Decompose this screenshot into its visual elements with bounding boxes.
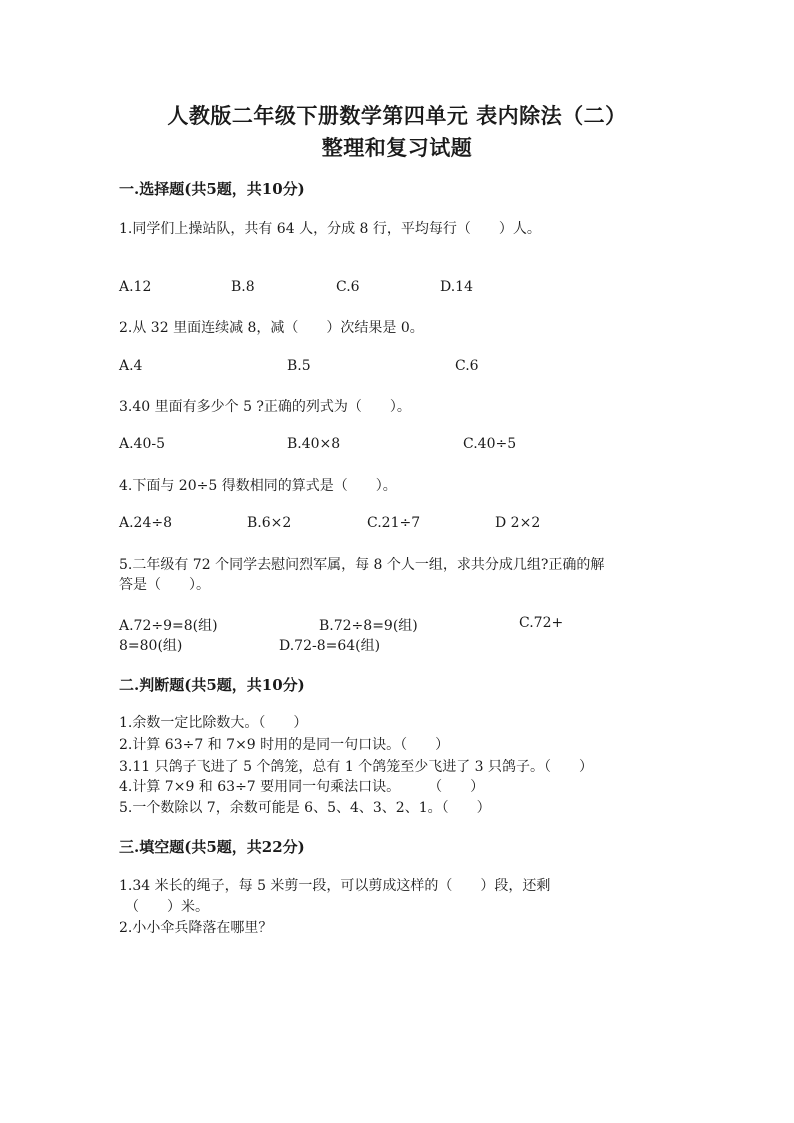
q3-option-a: A.40-5: [119, 436, 166, 452]
q4-option-c: C.21÷7: [367, 515, 421, 531]
fill-question-1-line2: （ ）米。: [125, 899, 209, 915]
q1-option-c: C.6: [336, 279, 360, 295]
question-5-text-line2: 答是（ ）。: [119, 577, 210, 593]
page-title-line2: 整理和复习试题: [321, 135, 473, 160]
question-3-text: 3.40 里面有多少个 5 ?正确的列式为（ ）。: [119, 399, 411, 415]
judgement-item-3: 3.11 只鸽子飞进了 5 个鸽笼，总有 1 个鸽笼至少飞进了 3 只鸽子。（ ）: [119, 759, 594, 775]
q1-option-d: D.14: [440, 279, 473, 295]
q5-option-d: D.72-8=64(组): [279, 638, 381, 654]
question-1-text: 1.同学们上操站队，共有 64 人，分成 8 行，平均每行（ ）人。: [119, 221, 541, 237]
q4-option-b: B.6×2: [247, 515, 292, 531]
q5-option-c-continued: 8=80(组): [119, 638, 183, 654]
q4-option-a: A.24÷8: [119, 515, 173, 531]
fill-question-1-line1: 1.34 米长的绳子，每 5 米剪一段，可以剪成这样的（ ）段，还剩: [119, 878, 551, 894]
fill-question-2: 2.小小伞兵降落在哪里？: [119, 920, 273, 936]
judgement-item-2: 2.计算 63÷7 和 7×9 时用的是同一句口诀。（ ）: [119, 737, 450, 753]
judgement-item-5: 5.一个数除以 7，余数可能是 6、5、4、3、2、1。（ ）: [119, 800, 491, 816]
q4-option-d: D 2×2: [495, 515, 541, 531]
q1-option-a: A.12: [119, 279, 152, 295]
section-heading-judgement: 二.判断题(共5题，共10分): [119, 676, 305, 694]
q1-option-b: B.8: [231, 279, 255, 295]
q2-option-b: B.5: [287, 358, 311, 374]
question-2-text: 2.从 32 里面连续减 8，减（ ）次结果是 0。: [119, 320, 424, 336]
q5-option-c: C.72+: [519, 615, 564, 631]
q3-option-b: B.40×8: [287, 436, 341, 452]
judgement-item-1: 1.余数一定比除数大。（ ）: [119, 715, 308, 731]
q5-option-a: A.72÷9=8(组): [119, 618, 218, 634]
q3-option-c: C.40÷5: [463, 436, 517, 452]
page-title-line1: 人教版二年级下册数学第四单元 表内除法（二）: [167, 103, 627, 128]
judgement-item-4: 4.计算 7×9 和 63÷7 要用同一句乘法口诀。 （ ）: [119, 779, 485, 795]
section-heading-choice: 一.选择题(共5题，共10分): [119, 180, 305, 198]
q2-option-c: C.6: [455, 358, 479, 374]
question-5-text-line1: 5.二年级有 72 个同学去慰问烈军属，每 8 个人一组，求共分成几组?正确的解: [119, 557, 605, 573]
q2-option-a: A.4: [119, 358, 143, 374]
section-heading-fill-blank: 三.填空题(共5题，共22分): [119, 838, 305, 856]
question-4-text: 4.下面与 20÷5 得数相同的算式是（ ）。: [119, 478, 397, 494]
q5-option-b: B.72÷8=9(组): [319, 618, 418, 634]
